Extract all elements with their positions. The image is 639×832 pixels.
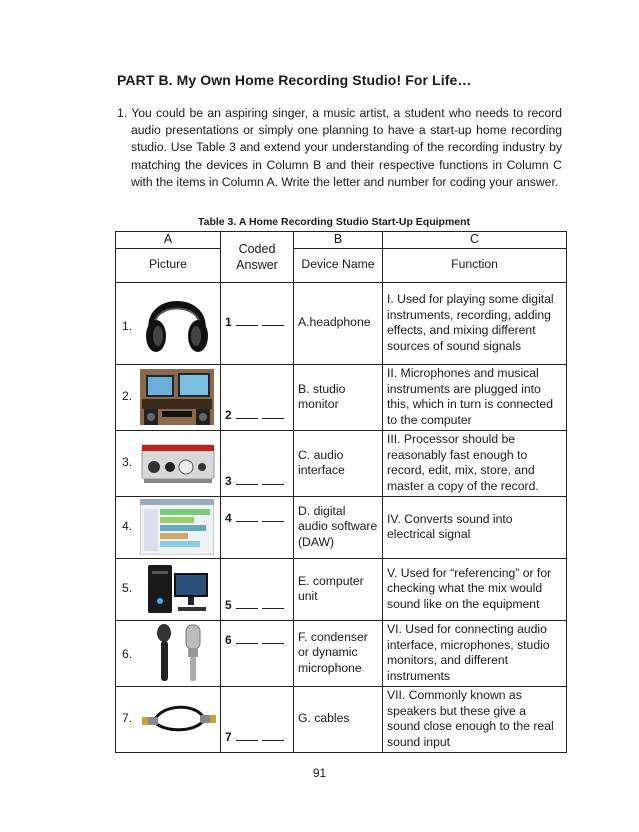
row-number: 1. [122, 318, 133, 333]
table-row [116, 496, 567, 558]
coded-number: 4 [225, 510, 232, 525]
cables-image [142, 699, 216, 739]
function-cell: III. Processor should be reasonably fast enough to record, edit, mix, store, and master a copy of the record. [383, 430, 567, 496]
row-number: 4. [122, 518, 133, 533]
picture-cell [116, 620, 221, 686]
device-name-cell: D. digital audio software (DAW) [294, 496, 383, 558]
coded-number: 6 [225, 632, 232, 647]
page-number: 91 [312, 766, 327, 780]
coded-number: 2 [225, 408, 232, 422]
function-cell: V. Used for “referencing” or for checking what the mix would sound like on the equipment [383, 558, 567, 620]
headphone-image [142, 286, 212, 360]
coded-number: 1 [225, 315, 232, 330]
picture-cell [116, 496, 221, 558]
function-cell: IV. Converts sound into electrical signal [383, 496, 567, 558]
coded-number: 5 [225, 598, 232, 612]
col-c-letter: C [383, 232, 567, 249]
device-name-cell: A.headphone [294, 282, 383, 364]
row-number: 7. [122, 710, 133, 725]
coded-number: 3 [225, 474, 232, 488]
daw-software-image [140, 499, 214, 555]
function-cell: II. Microphones and musical instruments are plugged into this, which in turn is connected to the computer [383, 364, 567, 430]
picture-cell [116, 558, 221, 620]
col-a-letter: A [116, 232, 221, 249]
device-name-cell: C. audio interface [294, 430, 383, 496]
table-row [116, 558, 567, 620]
table-row [116, 364, 567, 430]
col-c-sub: Function [383, 248, 567, 282]
coded-answer-cell[interactable] [221, 686, 294, 752]
function-cell: VII. Commonly known as speakers but these give a sound close enough to the real sound input [383, 686, 567, 752]
part-heading: PART B. My Own Home Recording Studio! For Life… [117, 72, 472, 88]
computer-unit-image [140, 561, 214, 617]
function-cell: I. Used for playing some digital instruments, recording, adding effects, and mixing different sources of sound signals [383, 282, 567, 364]
picture-cell [116, 364, 221, 430]
table-subheader-row [116, 248, 567, 282]
picture-cell [116, 686, 221, 752]
coded-answer-cell[interactable] [221, 620, 294, 686]
instruction-text: 1. You could be an aspiring singer, a music artist, a student who needs to record audio presentations or simply one planning to have a start-up home recording studio. Use Table 3 and extend your understanding of the recording industry by matching the devices in Column B and their respective functions in Column C with the items in Column A. Write the letter and number for coding your answer. [117, 106, 562, 189]
equipment-table [115, 231, 567, 753]
coded-answer-cell[interactable] [221, 558, 294, 620]
table-row [116, 282, 567, 364]
device-name-cell: E. computer unit [294, 558, 383, 620]
function-cell: VI. Used for connecting audio interface, microphones, studio monitors, and different instruments [383, 620, 567, 686]
row-number: 6. [122, 646, 133, 661]
col-b-sub: Device Name [294, 248, 383, 282]
table-caption: Table 3. A Home Recording Studio Start-Up Equipment [198, 216, 471, 228]
instruction-paragraph [117, 105, 562, 191]
table-row [116, 620, 567, 686]
table-header-row [116, 232, 567, 249]
microphone-image [146, 623, 212, 683]
device-name-cell: G. cables [294, 686, 383, 752]
col-coded-header: Coded Answer [221, 232, 294, 283]
col-a-sub: Picture [116, 248, 221, 282]
coded-answer-cell[interactable] [221, 496, 294, 558]
coded-number: 7 [225, 730, 232, 744]
row-number: 3. [122, 454, 133, 469]
row-number: 5. [122, 580, 133, 595]
table-row [116, 686, 567, 752]
audio-interface-image [140, 441, 216, 485]
coded-answer-cell[interactable] [221, 282, 294, 364]
col-b-letter: B [294, 232, 383, 249]
table-row [116, 430, 567, 496]
device-name-cell: B. studio monitor [294, 364, 383, 430]
row-number: 2. [122, 388, 133, 403]
coded-answer-cell[interactable] [221, 364, 294, 430]
studio-monitor-image [140, 369, 214, 425]
picture-cell [116, 430, 221, 496]
coded-answer-cell[interactable] [221, 430, 294, 496]
picture-cell [116, 282, 221, 364]
device-name-cell: F. condenser or dynamic microphone [294, 620, 383, 686]
